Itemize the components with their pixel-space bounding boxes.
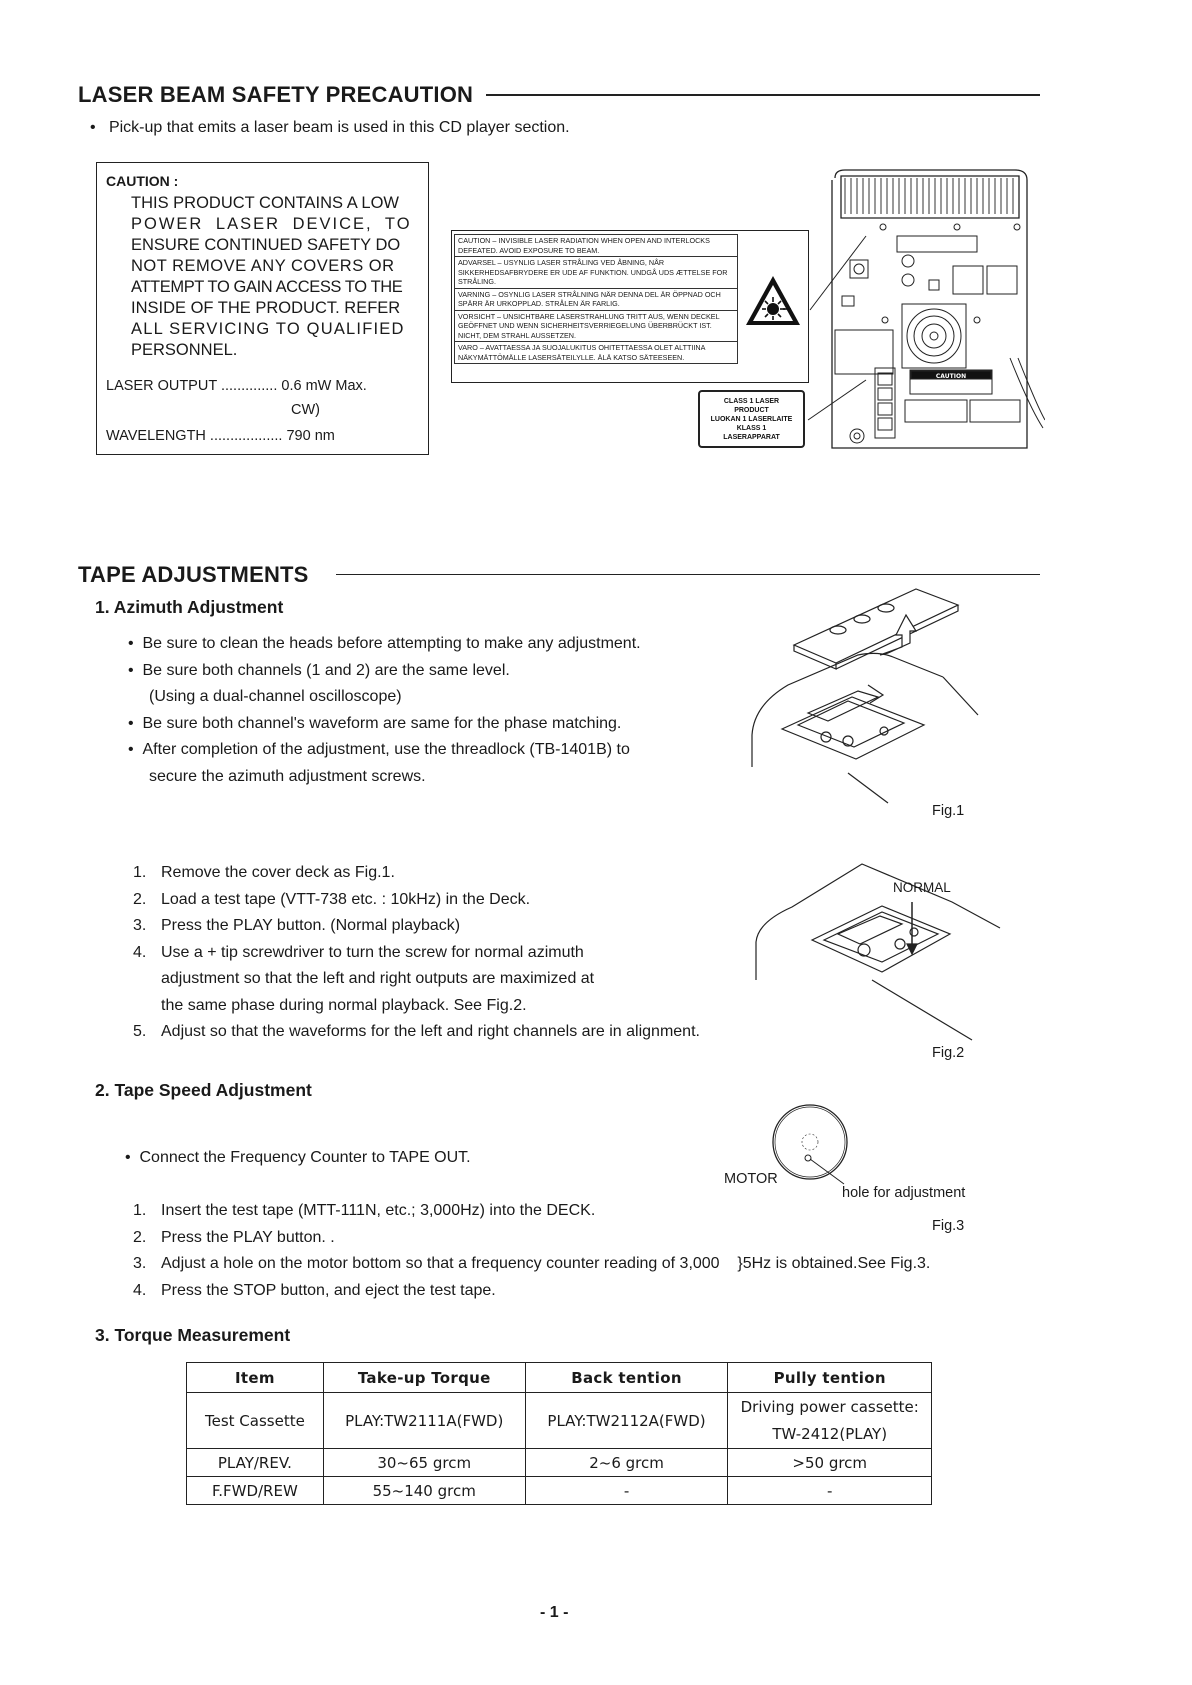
table-cell: 2~6 grcm <box>525 1449 728 1477</box>
table-row <box>187 1477 932 1505</box>
torque-heading: 3. Torque Measurement <box>95 1325 291 1345</box>
fig3-motor-illustration <box>768 1100 858 1190</box>
motor-label: MOTOR <box>724 1171 778 1187</box>
laser-hazard-icon <box>743 273 803 329</box>
laser-output-value2: CW) <box>291 402 320 418</box>
azimuth-steps <box>133 860 700 1046</box>
wavelength-label: WAVELENGTH .................. <box>106 428 283 444</box>
laser-bullet-text: Pick-up that emits a laser beam is used in this CD player section. <box>108 119 570 136</box>
table-header: Take-up Torque <box>323 1363 525 1393</box>
fig1-deck-cover-illustration <box>748 585 1000 807</box>
azimuth-step-cont: adjustment so that the left and right outputs are maximized at <box>161 970 595 987</box>
table-cell: PLAY/REV. <box>187 1449 324 1477</box>
caution-line: THIS PRODUCT CONTAINS A LOW <box>131 194 400 212</box>
laser-section-title: LASER BEAM SAFETY PRECAUTION <box>78 82 474 107</box>
azimuth-step: 3. Press the PLAY button. (Normal playback) <box>133 917 461 934</box>
normal-label: NORMAL <box>893 880 951 895</box>
caution-label: CAUTION : <box>106 173 179 189</box>
label-pointer-lines <box>800 230 870 430</box>
class1-laser-label <box>698 390 805 448</box>
fig3-caption: Fig.3 <box>932 1218 965 1234</box>
speed-step: 2. Press the PLAY button. . <box>133 1228 335 1246</box>
caution-line: INSIDE OF THE PRODUCT. REFER <box>131 299 401 317</box>
caution-line: ALL SERVICING TO QUALIFIED <box>131 320 405 338</box>
caution-box <box>96 162 429 455</box>
table-cell: Test Cassette <box>187 1393 324 1449</box>
speed-heading: 2. Tape Speed Adjustment <box>95 1080 312 1100</box>
table-cell <box>728 1393 932 1449</box>
table-header-row <box>187 1363 932 1393</box>
wavelength-value: 790 nm <box>286 428 335 444</box>
fig1-caption: Fig.1 <box>932 803 965 819</box>
class-label-line: KLASS 1 LASERAPPARAT <box>723 424 780 441</box>
table-row <box>187 1449 932 1477</box>
class-label-line: CLASS 1 LASER PRODUCT <box>723 397 780 414</box>
tape-section-title: TAPE ADJUSTMENTS <box>78 562 309 587</box>
class-label-text <box>706 395 797 444</box>
laser-bullet: • Pick-up that emits a laser beam is used in this CD player section. <box>90 119 570 136</box>
azimuth-step-cont: the same phase during normal playback. See Fig.2. <box>161 996 527 1014</box>
laser-warning-label <box>451 230 809 383</box>
azimuth-step: 5. Adjust so that the waveforms for the left and right channels are in alignment. <box>133 1023 700 1040</box>
laser-title-rule <box>486 94 1040 96</box>
warning-line-de: VORSICHT – UNSICHTBARE LASERSTRAHLUNG TRITT AUS, WENN DECKEL GEÖFFNET UND WENN SICHERHEITSVERRIEGELUNG ÜBERBRÜCKT IST. NICHT, DEM STRAHL AUSSETZEN. <box>455 311 737 343</box>
speed-bullet: • Connect the Frequency Counter to TAPE OUT. <box>125 1149 471 1166</box>
caution-line: PERSONNEL. <box>131 341 238 359</box>
azimuth-bullet-cont: (Using a dual-channel oscilloscope) <box>149 688 402 705</box>
table-cell: F.FWD/REW <box>187 1477 324 1505</box>
fig2-caption: Fig.2 <box>932 1045 965 1061</box>
azimuth-bullets <box>128 631 641 790</box>
azimuth-bullet-cont: secure the azimuth adjustment screws. <box>149 767 426 785</box>
cell-line: Driving power cassette: <box>740 1397 919 1416</box>
laser-output-label: LASER OUTPUT .............. <box>106 378 278 394</box>
page-number: - 1 - <box>540 1604 569 1621</box>
rear-caution-text: CAUTION <box>935 373 967 380</box>
cell-line: TW-2412(PLAY) <box>772 1424 888 1443</box>
caution-line: ATTEMPT TO GAIN ACCESS TO THE <box>131 278 403 296</box>
hole-label: hole for adjustment <box>842 1185 966 1201</box>
table-cell: PLAY:TW2111A(FWD) <box>323 1393 525 1449</box>
speed-step: 1. Insert the test tape (MTT-111N, etc.; 3,000Hz) into the DECK. <box>133 1202 596 1219</box>
azimuth-bullet: • After completion of the adjustment, use the threadlock (TB-1401B) to <box>128 741 630 758</box>
table-cell: 55~140 grcm <box>323 1477 525 1505</box>
caution-body <box>131 193 421 361</box>
speed-steps <box>133 1198 930 1304</box>
azimuth-step: 1. Remove the cover deck as Fig.1. <box>133 864 395 881</box>
azimuth-bullet: • Be sure both channels (1 and 2) are the same level. <box>128 661 510 679</box>
table-cell: - <box>525 1477 728 1505</box>
tape-title-rule <box>336 574 1040 575</box>
warning-line-sv: VARNING – OSYNLIG LASER STRÅLNING NÄR DENNA DEL ÄR ÖPPNAD OCH SPÄRR ÄR URKOPPLAD. STRÅLEN ÄR FARLIG. <box>455 289 737 311</box>
azimuth-bullet: • Be sure to clean the heads before attempting to make any adjustment. <box>128 635 641 652</box>
table-cell: PLAY:TW2112A(FWD) <box>525 1393 728 1449</box>
warning-line-da: ADVARSEL – USYNLIG LASER STRÅLING VED ÅBNING, NÅR SIKKERHEDSAFBRYDERE ER UDE AF FUNKTION. UNDGÅ UDS ÆTTELSE FOR STRÅLING. <box>455 257 737 289</box>
laser-output <box>106 378 367 394</box>
class-label-line: LUOKAN 1 LASERLAITE <box>710 415 793 423</box>
table-cell: 30~65 grcm <box>323 1449 525 1477</box>
caution-line: POWER LASER DEVICE, TO <box>131 215 412 233</box>
azimuth-bullet: • Be sure both channel's waveform are same for the phase matching. <box>128 714 622 732</box>
wavelength <box>106 428 335 444</box>
azimuth-heading: 1. Azimuth Adjustment <box>95 597 284 617</box>
caution-line: ENSURE CONTINUED SAFETY DO <box>131 236 401 254</box>
caution-line: NOT REMOVE ANY COVERS OR <box>131 257 395 275</box>
table-cell: >50 grcm <box>728 1449 932 1477</box>
fig2-deck-illustration <box>752 862 1004 1042</box>
warning-text-block <box>454 234 738 364</box>
warning-line-fi: VARO – AVATTAESSA JA SUOJALUKITUS OHITETTAESSA OLET ALTTIINA NÄKYMÄTTÖMÄLLE LASERSÄTEILYLLE. ÄLÄ KATSO SÄTEESEEN. <box>458 343 705 362</box>
table-row <box>187 1393 932 1449</box>
speed-step: 3. Adjust a hole on the motor bottom so that a frequency counter reading of 3,000 }5Hz is obtained.See Fig.3. <box>133 1255 931 1272</box>
table-header: Back tention <box>525 1363 728 1393</box>
table-header: Item <box>187 1363 324 1393</box>
speed-step: 4. Press the STOP button, and eject the test tape. <box>133 1281 496 1299</box>
azimuth-step: 2. Load a test tape (VTT-738 etc. : 10kHz) in the Deck. <box>133 890 531 908</box>
laser-output-value: 0.6 mW Max. <box>281 378 367 394</box>
table-cell: - <box>728 1477 932 1505</box>
warning-line-en: CAUTION – INVISIBLE LASER RADIATION WHEN OPEN AND INTERLOCKS DEFEATED. AVOID EXPOSURE TO BEAM. <box>455 235 737 257</box>
table-header: Pully tention <box>728 1363 932 1393</box>
azimuth-step: 4. Use a + tip screwdriver to turn the screw for normal azimuth <box>133 943 584 961</box>
torque-table <box>186 1362 932 1505</box>
speed-step3-tail: }5Hz is obtained.See Fig.3. <box>737 1255 931 1272</box>
